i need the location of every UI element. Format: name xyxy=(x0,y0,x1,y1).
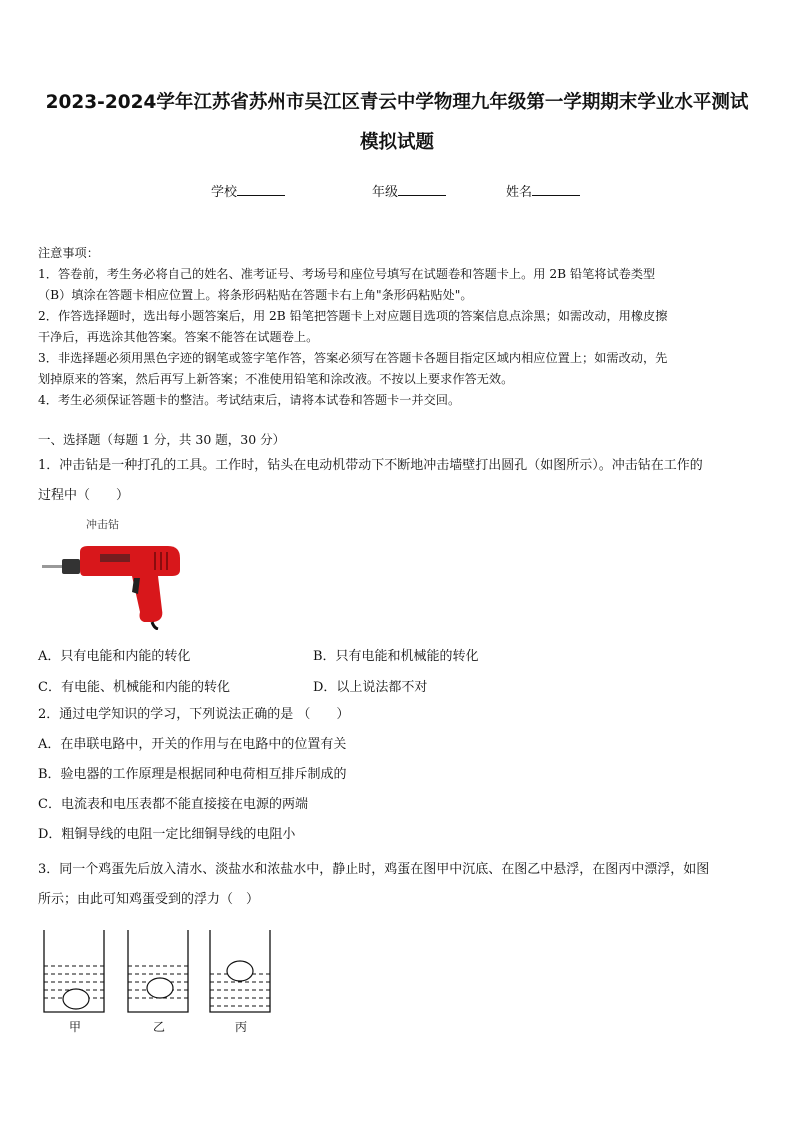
notes-item: 4．考生必须保证答题卡的整洁。考试结束后，请将本试卷和答题卡一并交回。 xyxy=(38,393,461,407)
notes-item: 3．非选择题必须用黑色字迹的钢笔或签字笔作答，答案必须写在答题卡各题目指定区域内相应位置上；如需改动，先 xyxy=(38,351,668,365)
exam-title-line1: 2023-2024学年江苏省苏州市吴江区青云中学物理九年级第一学期期末学业水平测试 xyxy=(45,92,749,113)
notes-item: 干净后，再选涂其他答案。答案不能答在试题卷上。 xyxy=(38,330,319,344)
q1-option-b[interactable]: B．只有电能和机械能的转化 xyxy=(313,649,479,664)
q2-stem: 2．通过电学知识的学习，下列说法正确的是 （ ） xyxy=(38,707,350,722)
name-label: 姓名 xyxy=(506,185,533,200)
notes-item: 1．答卷前，考生务必将自己的姓名、准考证号、考场号和座位号填写在试题卷和答题卡上。用 2B 铅笔将试卷类型 xyxy=(38,267,656,281)
beakers-figure xyxy=(40,928,280,1016)
beaker-bing xyxy=(210,930,270,1012)
q2-option-a[interactable]: A．在串联电路中，开关的作用与在电路中的位置有关 xyxy=(38,737,347,752)
drill-cord xyxy=(152,622,158,629)
school-field[interactable] xyxy=(211,181,285,200)
notes-item: 划掉原来的答案，然后再写上新答案；不准使用铅笔和涂改液。不按以上要求作答无效。 xyxy=(38,372,514,386)
beaker-label-bing: 丙 xyxy=(235,1020,248,1034)
question-2 xyxy=(38,700,760,850)
q1-option-c[interactable]: C．有电能、机械能和内能的转化 xyxy=(38,680,230,695)
notes-block xyxy=(38,243,760,411)
question-3-stem xyxy=(38,855,760,915)
drill-chuck xyxy=(62,559,80,574)
egg-floating xyxy=(227,961,253,981)
egg-sunk xyxy=(63,989,89,1009)
q2-option-b[interactable]: B．验电器的工作原理是根据同种电荷相互排斥制成的 xyxy=(38,767,347,782)
q1-option-d[interactable]: D．以上说法都不对 xyxy=(313,680,428,695)
question-1-stem xyxy=(38,451,760,511)
impact-drill-image xyxy=(40,540,190,630)
grade-label: 年级 xyxy=(372,185,399,200)
beaker-jia xyxy=(44,930,104,1012)
beaker-yi xyxy=(128,930,188,1012)
q2-option-c[interactable]: C．电流表和电压表都不能直接接在电源的两端 xyxy=(38,797,308,812)
beaker-label-jia: 甲 xyxy=(69,1020,82,1034)
egg-suspended xyxy=(147,978,173,998)
beaker-label-yi: 乙 xyxy=(153,1020,166,1034)
notes-item: 2．作答选择题时，选出每小题答案后，用 2B 铅笔把答题卡上对应题目选项的答案信息点涂黑；如需改动，用橡皮擦 xyxy=(38,309,668,323)
school-blank[interactable] xyxy=(237,183,285,196)
drill-label xyxy=(100,554,130,562)
q1-stem-line1: 1．冲击钻是一种打孔的工具。工作时，钻头在电动机带动下不断地冲击墙壁打出圆孔（如图所示）。冲击钻在工作的 xyxy=(38,458,703,473)
grade-field[interactable] xyxy=(372,181,446,200)
section-heading: 一、选择题（每题 1 分，共 30 题，30 分） xyxy=(38,432,286,447)
q3-stem-line1: 3．同一个鸡蛋先后放入清水、淡盐水和浓盐水中，静止时，鸡蛋在图甲中沉底、在图乙中悬浮，在图丙中漂浮，如图 xyxy=(38,862,710,877)
drill-bit xyxy=(42,565,64,568)
name-blank[interactable] xyxy=(532,183,580,196)
drill-figure-caption: 冲击钻 xyxy=(86,518,119,531)
q2-option-d[interactable]: D．粗铜导线的电阻一定比细铜导线的电阻小 xyxy=(38,827,296,842)
q1-option-a[interactable]: A．只有电能和内能的转化 xyxy=(38,649,191,664)
notes-heading: 注意事项： xyxy=(38,246,99,260)
grade-blank[interactable] xyxy=(398,183,446,196)
q3-stem-line2: 所示；由此可知鸡蛋受到的浮力（ ） xyxy=(38,892,260,907)
school-label: 学校 xyxy=(211,185,238,200)
q1-stem-line2: 过程中（ ） xyxy=(38,488,130,503)
exam-title-line2: 模拟试题 xyxy=(359,132,434,153)
name-field[interactable] xyxy=(506,181,580,200)
notes-item: （B）填涂在答题卡相应位置上。将条形码粘贴在答题卡右上角"条形码粘贴处"。 xyxy=(38,288,473,302)
